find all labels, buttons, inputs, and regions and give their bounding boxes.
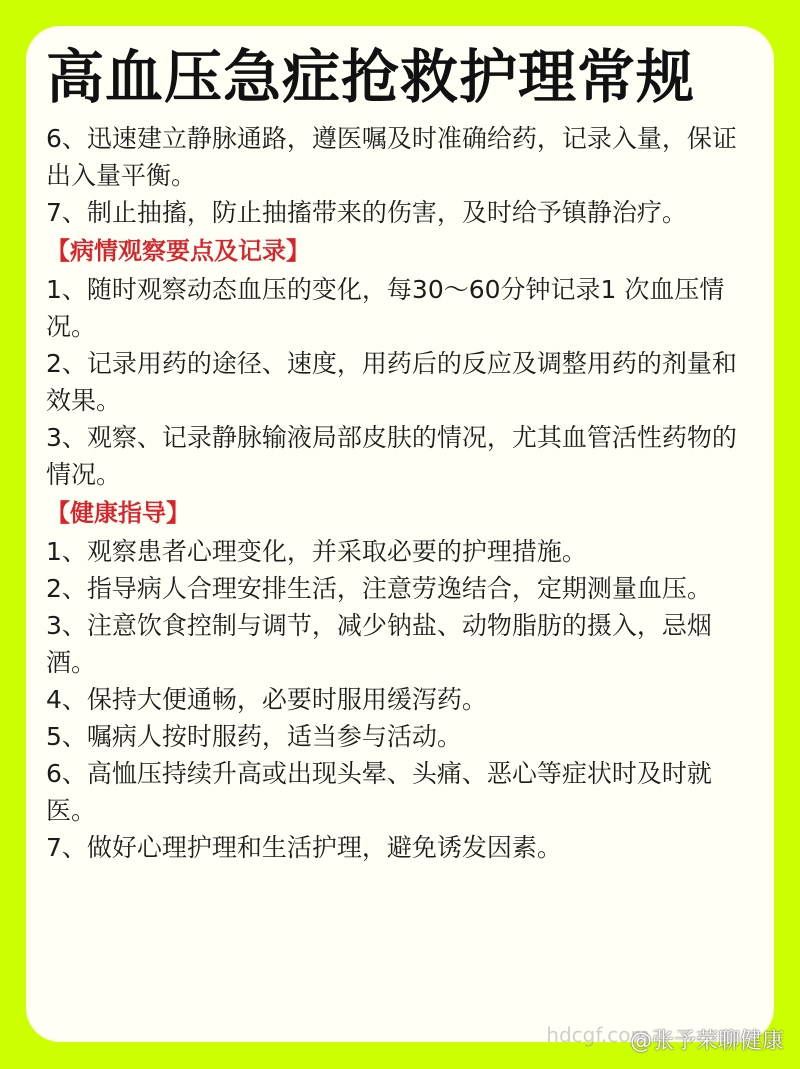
page-title: 高血压急症抢救护理常规 [46, 43, 696, 111]
list-item: 2、指导病人合理安排生活，注意劳逸结合，定期测量血压。 [46, 574, 712, 603]
watermark-faint: hdcgf.com [546, 1023, 650, 1047]
content-card [26, 26, 774, 1042]
list-item: 2、记录用药的途径、速度，用药后的反应及调整用药的剂量和效果。 [46, 349, 737, 415]
list-item: 1、随时观察动态血压的变化，每30～60分钟记录1 次血压情况。 [46, 275, 725, 341]
section-heading-health-guidance: 【健康指导】 [46, 499, 190, 527]
list-item: 7、制止抽搐，防止抽搐带来的伤害，及时给予镇静治疗。 [46, 198, 687, 227]
section-heading-observation: 【病情观察要点及记录】 [46, 237, 310, 265]
list-item: 3、观察、记录静脉输液局部皮肤的情况，尤其血管活性药物的情况。 [46, 423, 737, 489]
list-item: 3、注意饮食控制与调节，减少钠盐、动物脂肪的摄入，忌烟酒。 [46, 611, 712, 677]
list-item: 6、迅速建立静脉通路，遵医嘱及时准确给药，记录入量，保证出入量平衡。 [46, 124, 737, 190]
list-item: 6、高恤压持续升高或出现头晕、头痛、恶心等症状时及时就医。 [46, 759, 712, 825]
watermark-author: @张予荣聊健康 [629, 1029, 784, 1054]
list-item: 7、做好心理护理和生活护理，避免诱发因素。 [46, 833, 562, 862]
list-item: 1、观察患者心理变化，并采取必要的护理措施。 [46, 537, 587, 566]
list-item: 5、嘱病人按时服药，适当参与活动。 [46, 722, 462, 751]
list-item: 4、保持大便通畅，必要时服用缓泻药。 [46, 685, 487, 714]
article-body [46, 120, 754, 866]
